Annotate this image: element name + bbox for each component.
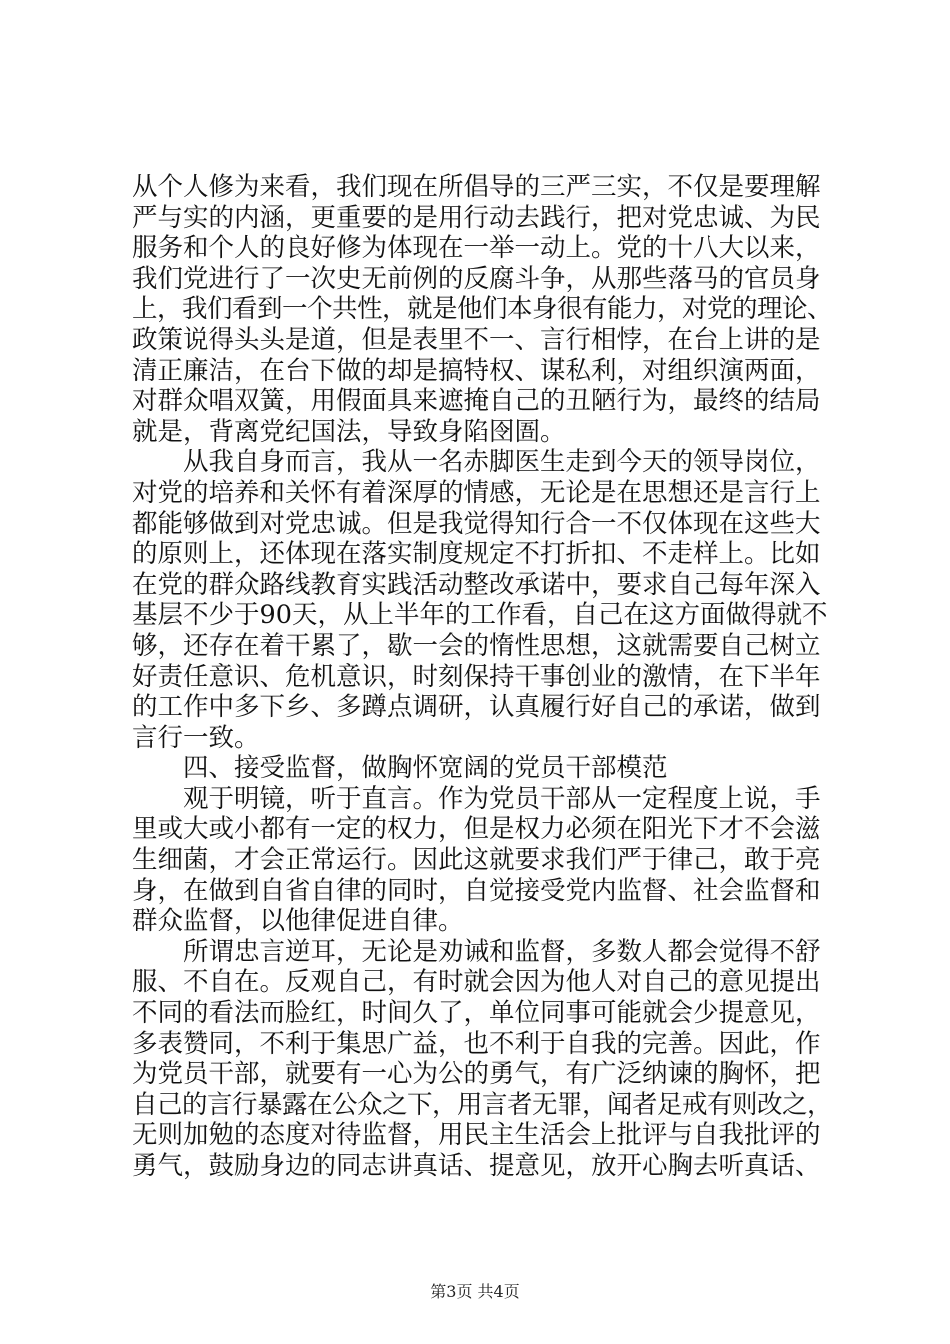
paragraph bbox=[132, 937, 832, 1182]
text-line: 生细菌，才会正常运行。因此这就要求我们严于律己，敢于亮 bbox=[132, 845, 821, 876]
paragraph bbox=[132, 753, 832, 784]
text-line: 上，我们看到一个共性，就是他们本身很有能力，对党的理论、 bbox=[132, 294, 833, 325]
text-line: 够，还存在着干累了，歇一会的惰性思想，这就需要自己树立 bbox=[132, 630, 821, 661]
text-line: 好责任意识、危机意识，时刻保持干事创业的激情，在下半年 bbox=[132, 661, 821, 692]
text-line: 基层不少于90天，从上半年的工作看，自己在这方面做得就不 bbox=[132, 600, 828, 631]
document-body bbox=[132, 172, 832, 1182]
page-number-footer: 第3页 共4页 bbox=[430, 1282, 520, 1301]
text-line: 自己的言行暴露在公众之下，用言者无罪，闻者足戒有则改之， bbox=[132, 1089, 833, 1120]
text-line: 身，在做到自省自律的同时，自觉接受党内监督、社会监督和 bbox=[132, 875, 821, 906]
text-line: 就是，背离党纪国法，导致身陷囹圄。 bbox=[132, 416, 566, 447]
text-line: 多表赞同，不利于集思广益，也不利于自我的完善。因此，作 bbox=[132, 1028, 821, 1059]
text-line: 里或大或小都有一定的权力，但是权力必须在阳光下才不会滋 bbox=[132, 814, 821, 845]
paragraph bbox=[132, 172, 832, 447]
text-line: 都能够做到对党忠诚。但是我觉得知行合一不仅体现在这些大 bbox=[132, 508, 821, 539]
text-line: 为党员干部，就要有一心为公的勇气，有广泛纳谏的胸怀，把 bbox=[132, 1059, 821, 1090]
text-line: 严与实的内涵，更重要的是用行动去践行，把对党忠诚、为民 bbox=[132, 202, 821, 233]
text-line: 政策说得头头是道，但是表里不一、言行相悖，在台上讲的是 bbox=[132, 324, 821, 355]
text-line: 服务和个人的良好修为体现在一举一动上。党的十八大以来， bbox=[132, 233, 821, 264]
text-line: 从个人修为来看，我们现在所倡导的三严三实，不仅是要理解 bbox=[132, 172, 821, 202]
paragraph bbox=[132, 784, 832, 937]
text-line: 的工作中多下乡、多蹲点调研，认真履行好自己的承诺，做到 bbox=[132, 692, 821, 723]
text-line: 对党的培养和关怀有着深厚的情感，无论是在思想还是言行上 bbox=[132, 477, 821, 508]
text-line: 无则加勉的态度对待监督，用民主生活会上批评与自我批评的 bbox=[132, 1120, 821, 1151]
text-line: 我们党进行了一次史无前例的反腐斗争，从那些落马的官员身 bbox=[132, 263, 821, 294]
text-line: 对群众唱双簧，用假面具来遮掩自己的丑陋行为，最终的结局 bbox=[132, 386, 821, 417]
text-line: 不同的看法而脸红，时间久了，单位同事可能就会少提意见， bbox=[132, 998, 821, 1029]
text-line: 的原则上，还体现在落实制度规定不打折扣、不走样上。比如 bbox=[132, 539, 821, 570]
text-line: 服、不自在。反观自己，有时就会因为他人对自己的意见提出 bbox=[132, 967, 821, 998]
text-line: 言行一致。 bbox=[132, 722, 260, 753]
paragraph bbox=[132, 447, 832, 753]
text-line: 从我自身而言，我从一名赤脚医生走到今天的领导岗位， bbox=[183, 447, 821, 478]
text-line: 清正廉洁，在台下做的却是搞特权、谋私利，对组织演两面， bbox=[132, 355, 821, 386]
text-line: 在党的群众路线教育实践活动整改承诺中，要求自己每年深入 bbox=[132, 569, 821, 600]
text-line: 四、接受监督，做胸怀宽阔的党员干部模范 bbox=[183, 753, 668, 784]
text-line: 群众监督，以他律促进自律。 bbox=[132, 906, 464, 937]
text-line: 观于明镜，听于直言。作为党员干部从一定程度上说，手 bbox=[183, 783, 821, 814]
text-line: 勇气，鼓励身边的同志讲真话、提意见，放开心胸去听真话、 bbox=[132, 1151, 821, 1181]
text-line: 所谓忠言逆耳，无论是劝诫和监督，多数人都会觉得不舒 bbox=[183, 936, 821, 967]
